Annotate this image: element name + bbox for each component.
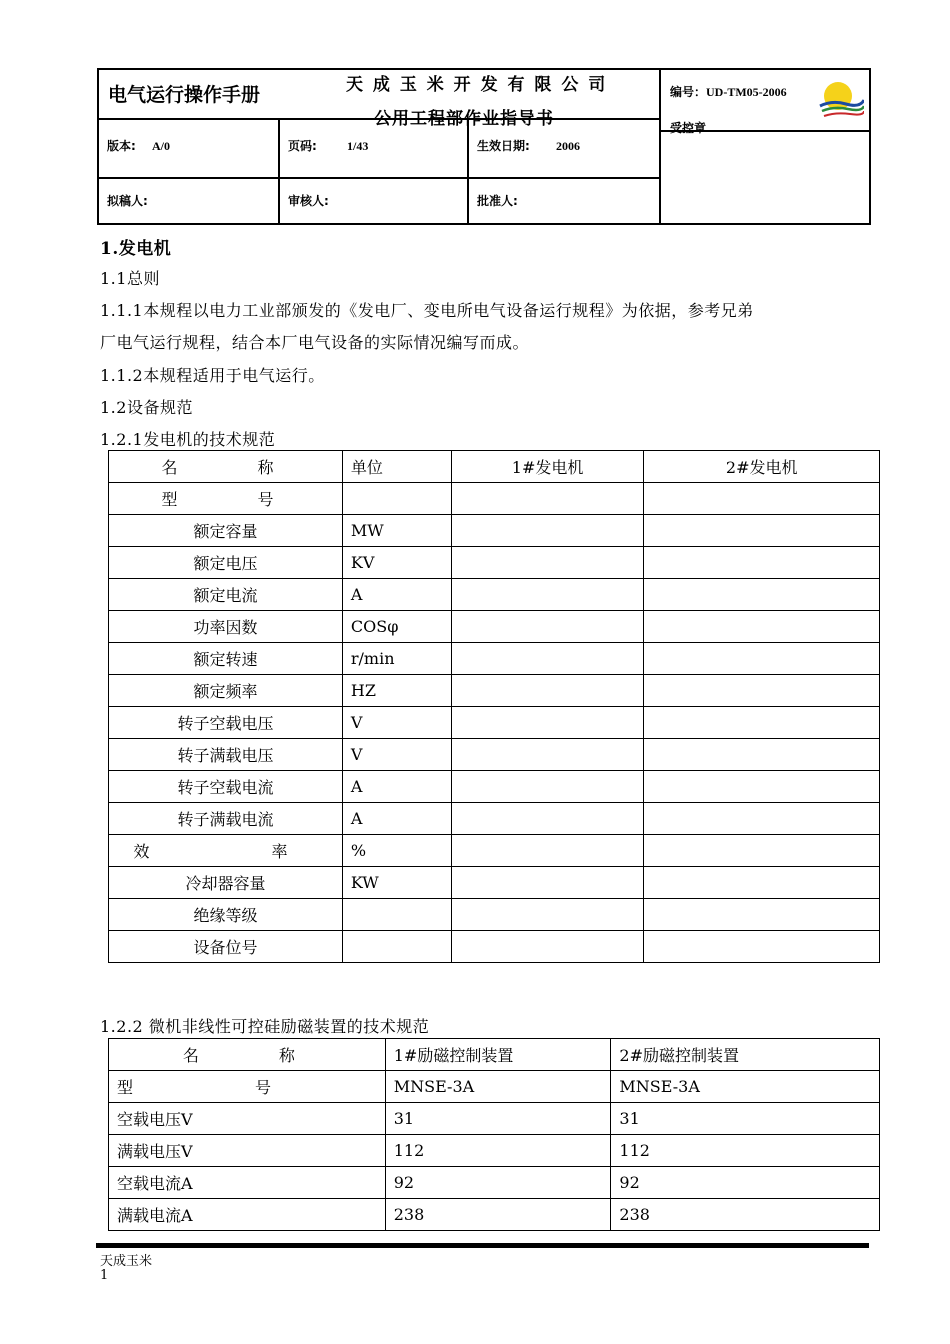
table-cell: 空载电流A bbox=[109, 1167, 386, 1199]
table-cell bbox=[644, 515, 880, 547]
table-cell bbox=[451, 931, 644, 963]
table-header-cell: 2#励磁控制装置 bbox=[611, 1039, 880, 1071]
table-cell: V bbox=[342, 707, 451, 739]
table-cell bbox=[644, 899, 880, 931]
table-cell bbox=[342, 483, 451, 515]
code-field bbox=[670, 83, 787, 100]
table-cell: 绝缘等级 bbox=[109, 899, 343, 931]
table-cell bbox=[644, 835, 880, 867]
effective-label: 生效日期: bbox=[477, 139, 530, 153]
table-cell bbox=[451, 771, 644, 803]
table-row bbox=[109, 675, 880, 707]
table-header-cell: 名 称 bbox=[109, 451, 343, 483]
table-cell bbox=[644, 803, 880, 835]
section-1-1-heading: 1.1总则 bbox=[100, 269, 160, 288]
table-cell: 额定转速 bbox=[109, 643, 343, 675]
table-cell bbox=[451, 835, 644, 867]
code-value: UD-TM05-2006 bbox=[706, 85, 787, 99]
approver-label: 批准人: bbox=[477, 194, 518, 208]
footer-rule bbox=[96, 1243, 869, 1248]
drafter-label: 拟稿人: bbox=[107, 194, 148, 208]
table-cell: 转子满载电压 bbox=[109, 739, 343, 771]
table-header-row bbox=[109, 1039, 880, 1071]
table-cell bbox=[644, 675, 880, 707]
paragraph-1-1-1-line1: 1.1.1本规程以电力工业部颁发的《发电厂、变电所电气设备运行规程》为依据，参考兄弟 bbox=[100, 301, 754, 320]
reviewer-label: 审核人: bbox=[288, 194, 329, 208]
table-row bbox=[109, 771, 880, 803]
table-cell bbox=[342, 899, 451, 931]
table-cell: 92 bbox=[611, 1167, 880, 1199]
table-cell: 92 bbox=[385, 1167, 611, 1199]
section-1-2-1-heading: 1.2.1发电机的技术规范 bbox=[100, 430, 276, 449]
table-row bbox=[109, 803, 880, 835]
section-1-2-2-heading: 1.2.2 微机非线性可控硅励磁装置的技术规范 bbox=[100, 1017, 430, 1036]
version-value: A/0 bbox=[152, 139, 170, 153]
department-doc-title: 公用工程部作业指导书 bbox=[374, 109, 554, 129]
company-name: 天 成 玉 米 开 发 有 限 公 司 bbox=[346, 75, 608, 95]
table-cell bbox=[644, 739, 880, 771]
table-cell: 31 bbox=[611, 1103, 880, 1135]
table-row bbox=[109, 1167, 880, 1199]
table-cell: 型 号 bbox=[109, 483, 343, 515]
table-row bbox=[109, 739, 880, 771]
table-cell bbox=[644, 931, 880, 963]
table-row bbox=[109, 835, 880, 867]
table-cell bbox=[342, 931, 451, 963]
table-cell bbox=[451, 899, 644, 931]
table-cell: 额定频率 bbox=[109, 675, 343, 707]
table-cell: MNSE-3A bbox=[385, 1071, 611, 1103]
table-cell bbox=[451, 515, 644, 547]
table-header-cell: 2#发电机 bbox=[644, 451, 880, 483]
table-cell: 额定电压 bbox=[109, 547, 343, 579]
table-cell: 满载电压V bbox=[109, 1135, 386, 1167]
excitation-spec-table bbox=[108, 1038, 880, 1231]
table-cell: A bbox=[342, 579, 451, 611]
effective-value: 2006 bbox=[556, 139, 580, 153]
table-cell bbox=[451, 483, 644, 515]
table-cell: COSφ bbox=[342, 611, 451, 643]
table-cell: 112 bbox=[385, 1135, 611, 1167]
table-cell: HZ bbox=[342, 675, 451, 707]
table-cell bbox=[644, 579, 880, 611]
footer-page-number: 1 bbox=[100, 1268, 109, 1283]
table-cell bbox=[451, 739, 644, 771]
table-row bbox=[109, 1199, 880, 1231]
table-header-cell: 名 称 bbox=[109, 1039, 386, 1071]
table-cell: 238 bbox=[385, 1199, 611, 1231]
table-cell: 112 bbox=[611, 1135, 880, 1167]
table-cell: A bbox=[342, 771, 451, 803]
manual-title: 电气运行操作手册 bbox=[108, 84, 261, 106]
effective-date-field bbox=[477, 137, 580, 154]
table-row bbox=[109, 1103, 880, 1135]
table-cell bbox=[644, 867, 880, 899]
table-cell: 转子满载电流 bbox=[109, 803, 343, 835]
table-cell: V bbox=[342, 739, 451, 771]
page-field bbox=[288, 137, 368, 154]
table-cell: 额定电流 bbox=[109, 579, 343, 611]
table-cell: KW bbox=[342, 867, 451, 899]
table-header-cell: 单位 bbox=[342, 451, 451, 483]
table-cell: 空载电压V bbox=[109, 1103, 386, 1135]
table-cell bbox=[451, 675, 644, 707]
version-label: 版本: bbox=[107, 139, 136, 153]
table-row bbox=[109, 643, 880, 675]
table-cell: 转子空载电压 bbox=[109, 707, 343, 739]
table-row bbox=[109, 867, 880, 899]
table-cell: 设备位号 bbox=[109, 931, 343, 963]
paragraph-1-1-1-line2: 厂电气运行规程，结合本厂电气设备的实际情况编写而成。 bbox=[100, 333, 530, 352]
table-cell: 转子空载电流 bbox=[109, 771, 343, 803]
table-row bbox=[109, 579, 880, 611]
table-header-row bbox=[109, 451, 880, 483]
sun-over-waves-logo-icon bbox=[818, 78, 864, 120]
table-cell bbox=[451, 803, 644, 835]
page-label: 页码: bbox=[288, 139, 317, 153]
table-cell: 冷却器容量 bbox=[109, 867, 343, 899]
table-cell: 满载电流A bbox=[109, 1199, 386, 1231]
table-cell bbox=[644, 547, 880, 579]
table-row bbox=[109, 611, 880, 643]
controlled-stamp-label: 受控章 bbox=[670, 121, 707, 135]
section-heading-generator: 1.发电机 bbox=[100, 239, 172, 259]
section-1-2-heading: 1.2设备规范 bbox=[100, 398, 193, 417]
table-cell bbox=[451, 579, 644, 611]
generator-spec-table bbox=[108, 450, 880, 963]
table-cell: 238 bbox=[611, 1199, 880, 1231]
table-cell: % bbox=[342, 835, 451, 867]
table-cell: A bbox=[342, 803, 451, 835]
table-cell: KV bbox=[342, 547, 451, 579]
table-cell: r/min bbox=[342, 643, 451, 675]
table-header-cell: 1#发电机 bbox=[451, 451, 644, 483]
table-cell bbox=[644, 611, 880, 643]
table-header-cell: 1#励磁控制装置 bbox=[385, 1039, 611, 1071]
table-cell bbox=[644, 771, 880, 803]
table-cell: 功率因数 bbox=[109, 611, 343, 643]
table-cell bbox=[451, 707, 644, 739]
page-value: 1/43 bbox=[347, 139, 369, 153]
table-cell bbox=[451, 547, 644, 579]
table-cell: 31 bbox=[385, 1103, 611, 1135]
table-cell: 额定容量 bbox=[109, 515, 343, 547]
table-cell bbox=[451, 643, 644, 675]
table-cell: 型 号 bbox=[109, 1071, 386, 1103]
table-cell bbox=[451, 611, 644, 643]
table-row bbox=[109, 547, 880, 579]
table-cell: MW bbox=[342, 515, 451, 547]
table-cell: MNSE-3A bbox=[611, 1071, 880, 1103]
table-cell bbox=[644, 483, 880, 515]
table-cell bbox=[451, 867, 644, 899]
table-row bbox=[109, 515, 880, 547]
footer-company: 天成玉米 bbox=[100, 1254, 153, 1269]
table-cell bbox=[644, 707, 880, 739]
table-row bbox=[109, 931, 880, 963]
table-row bbox=[109, 899, 880, 931]
paragraph-1-1-2: 1.1.2本规程适用于电气运行。 bbox=[100, 366, 325, 385]
code-label: 编号： bbox=[670, 85, 707, 99]
table-cell bbox=[644, 643, 880, 675]
table-row bbox=[109, 1071, 880, 1103]
table-cell: 效 率 bbox=[109, 835, 343, 867]
table-row bbox=[109, 483, 880, 515]
version-field bbox=[107, 137, 170, 154]
table-row bbox=[109, 1135, 880, 1167]
table-row bbox=[109, 707, 880, 739]
